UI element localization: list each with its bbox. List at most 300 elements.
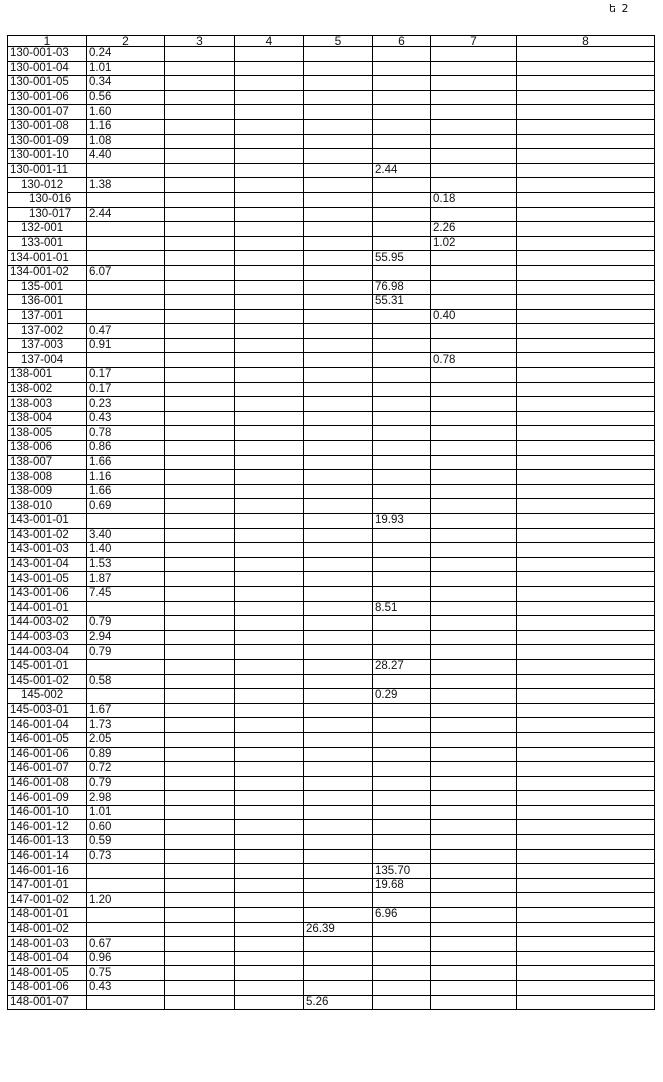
value-cell-col-5	[304, 105, 373, 120]
value-cell-col-5	[304, 426, 373, 441]
item-code-cell: 137-002	[8, 324, 87, 339]
value-cell-col-6	[373, 119, 431, 134]
item-code-cell: 144-003-03	[8, 630, 87, 645]
value-cell-col-8	[517, 149, 655, 164]
value-cell-col-8	[517, 192, 655, 207]
value-cell-col-7	[431, 207, 517, 222]
value-cell-col-7	[431, 689, 517, 704]
value-cell-col-2	[87, 689, 165, 704]
value-cell-col-5	[304, 689, 373, 704]
value-cell-col-4	[235, 178, 304, 193]
value-cell-col-8	[517, 528, 655, 543]
value-cell-col-7	[431, 514, 517, 529]
value-cell-col-8	[517, 791, 655, 806]
item-code-cell: 148-001-02	[8, 922, 87, 937]
value-cell-col-8	[517, 411, 655, 426]
value-cell-col-3	[165, 105, 235, 120]
value-cell-col-6: 2.44	[373, 163, 431, 178]
value-cell-col-7: 0.40	[431, 309, 517, 324]
value-cell-col-6	[373, 645, 431, 660]
value-cell-col-8	[517, 368, 655, 383]
value-cell-col-5	[304, 236, 373, 251]
value-cell-col-3	[165, 616, 235, 631]
value-cell-col-8	[517, 951, 655, 966]
value-cell-col-5	[304, 441, 373, 456]
table-row	[8, 557, 655, 572]
value-cell-col-5	[304, 178, 373, 193]
value-cell-col-5	[304, 747, 373, 762]
table-row	[8, 455, 655, 470]
table-row	[8, 163, 655, 178]
value-cell-col-5	[304, 674, 373, 689]
item-code-cell: 143-001-05	[8, 572, 87, 587]
value-cell-col-4	[235, 207, 304, 222]
value-cell-col-7	[431, 178, 517, 193]
value-cell-col-7	[431, 411, 517, 426]
item-code-cell: 144-003-02	[8, 616, 87, 631]
value-cell-col-5	[304, 586, 373, 601]
value-cell-col-6	[373, 192, 431, 207]
register-table	[7, 35, 655, 1010]
table-row	[8, 105, 655, 120]
value-cell-col-7	[431, 76, 517, 91]
value-cell-col-6: 0.29	[373, 689, 431, 704]
table-row	[8, 265, 655, 280]
table-row	[8, 207, 655, 222]
value-cell-col-8	[517, 119, 655, 134]
value-cell-col-7	[431, 645, 517, 660]
value-cell-col-4	[235, 514, 304, 529]
value-cell-col-8	[517, 601, 655, 616]
table-row	[8, 820, 655, 835]
value-cell-col-6	[373, 105, 431, 120]
value-cell-col-2: 0.73	[87, 849, 165, 864]
value-cell-col-8	[517, 178, 655, 193]
value-cell-col-8	[517, 776, 655, 791]
value-cell-col-8	[517, 134, 655, 149]
table-row	[8, 134, 655, 149]
value-cell-col-4	[235, 572, 304, 587]
value-cell-col-8	[517, 309, 655, 324]
value-cell-col-4	[235, 76, 304, 91]
value-cell-col-5	[304, 937, 373, 952]
value-cell-col-6	[373, 484, 431, 499]
value-cell-col-7	[431, 776, 517, 791]
value-cell-col-5	[304, 572, 373, 587]
value-cell-col-6	[373, 382, 431, 397]
value-cell-col-6	[373, 674, 431, 689]
value-cell-col-6	[373, 222, 431, 237]
value-cell-col-4	[235, 674, 304, 689]
value-cell-col-6: 19.68	[373, 878, 431, 893]
table-row	[8, 499, 655, 514]
value-cell-col-7	[431, 616, 517, 631]
value-cell-col-7	[431, 732, 517, 747]
value-cell-col-7: 0.18	[431, 192, 517, 207]
value-cell-col-4	[235, 309, 304, 324]
value-cell-col-2	[87, 995, 165, 1010]
item-code-cell: 130-001-07	[8, 105, 87, 120]
value-cell-col-4	[235, 659, 304, 674]
value-cell-col-8	[517, 908, 655, 923]
value-cell-col-8	[517, 835, 655, 850]
value-cell-col-5	[304, 149, 373, 164]
value-cell-col-5	[304, 455, 373, 470]
value-cell-col-3	[165, 528, 235, 543]
table-row	[8, 324, 655, 339]
value-cell-col-5	[304, 732, 373, 747]
value-cell-col-5	[304, 849, 373, 864]
table-row	[8, 119, 655, 134]
value-cell-col-6: 28.27	[373, 659, 431, 674]
value-cell-col-4	[235, 630, 304, 645]
value-cell-col-8	[517, 338, 655, 353]
value-cell-col-7	[431, 47, 517, 62]
value-cell-col-6	[373, 951, 431, 966]
value-cell-col-5	[304, 951, 373, 966]
value-cell-col-2: 0.43	[87, 411, 165, 426]
value-cell-col-4	[235, 353, 304, 368]
item-code-cell: 138-009	[8, 484, 87, 499]
table-row	[8, 382, 655, 397]
value-cell-col-2: 0.69	[87, 499, 165, 514]
value-cell-col-8	[517, 718, 655, 733]
value-cell-col-2: 1.01	[87, 805, 165, 820]
value-cell-col-7	[431, 908, 517, 923]
value-cell-col-8	[517, 295, 655, 310]
item-code-cell: 146-001-10	[8, 805, 87, 820]
item-code-cell: 143-001-06	[8, 586, 87, 601]
item-code-cell: 145-002	[8, 689, 87, 704]
value-cell-col-6	[373, 805, 431, 820]
table-row	[8, 630, 655, 645]
value-cell-col-4	[235, 762, 304, 777]
item-code-cell: 138-008	[8, 470, 87, 485]
value-cell-col-7: 1.02	[431, 236, 517, 251]
value-cell-col-3	[165, 499, 235, 514]
value-cell-col-5	[304, 718, 373, 733]
table-row	[8, 718, 655, 733]
value-cell-col-5	[304, 864, 373, 879]
value-cell-col-3	[165, 543, 235, 558]
value-cell-col-6	[373, 207, 431, 222]
value-cell-col-7	[431, 499, 517, 514]
value-cell-col-4	[235, 981, 304, 996]
table-row	[8, 937, 655, 952]
value-cell-col-6	[373, 178, 431, 193]
value-cell-col-7	[431, 835, 517, 850]
value-cell-col-2: 0.78	[87, 426, 165, 441]
value-cell-col-8	[517, 689, 655, 704]
value-cell-col-8	[517, 864, 655, 879]
value-cell-col-3	[165, 280, 235, 295]
value-cell-col-8	[517, 586, 655, 601]
value-cell-col-3	[165, 353, 235, 368]
value-cell-col-6	[373, 922, 431, 937]
value-cell-col-2: 0.79	[87, 645, 165, 660]
value-cell-col-5	[304, 820, 373, 835]
value-cell-col-5	[304, 411, 373, 426]
table-row	[8, 878, 655, 893]
value-cell-col-6	[373, 149, 431, 164]
table-row	[8, 835, 655, 850]
item-code-cell: 138-007	[8, 455, 87, 470]
value-cell-col-6	[373, 732, 431, 747]
value-cell-col-2: 0.79	[87, 616, 165, 631]
table-row	[8, 732, 655, 747]
table-row	[8, 951, 655, 966]
value-cell-col-4	[235, 338, 304, 353]
value-cell-col-3	[165, 718, 235, 733]
value-cell-col-8	[517, 966, 655, 981]
table-row	[8, 47, 655, 62]
value-cell-col-6	[373, 776, 431, 791]
value-cell-col-4	[235, 878, 304, 893]
value-cell-col-8	[517, 280, 655, 295]
value-cell-col-3	[165, 484, 235, 499]
value-cell-col-7	[431, 893, 517, 908]
value-cell-col-7	[431, 630, 517, 645]
value-cell-col-8	[517, 163, 655, 178]
value-cell-col-6	[373, 411, 431, 426]
value-cell-col-7	[431, 718, 517, 733]
value-cell-col-4	[235, 382, 304, 397]
value-cell-col-4	[235, 747, 304, 762]
value-cell-col-5	[304, 762, 373, 777]
value-cell-col-5	[304, 791, 373, 806]
item-code-cell: 138-003	[8, 397, 87, 412]
item-code-cell: 146-001-06	[8, 747, 87, 762]
column-header-4: 4	[235, 36, 304, 47]
table-row	[8, 572, 655, 587]
value-cell-col-4	[235, 441, 304, 456]
table-row	[8, 849, 655, 864]
value-cell-col-2: 0.24	[87, 47, 165, 62]
value-cell-col-5	[304, 484, 373, 499]
value-cell-col-6	[373, 703, 431, 718]
value-cell-col-6	[373, 61, 431, 76]
value-cell-col-8	[517, 893, 655, 908]
value-cell-col-4	[235, 820, 304, 835]
value-cell-col-6: 8.51	[373, 601, 431, 616]
value-cell-col-3	[165, 163, 235, 178]
value-cell-col-8	[517, 455, 655, 470]
table-row	[8, 981, 655, 996]
item-code-cell: 143-001-03	[8, 543, 87, 558]
value-cell-col-2: 1.73	[87, 718, 165, 733]
value-cell-col-7	[431, 368, 517, 383]
value-cell-col-3	[165, 995, 235, 1010]
item-code-cell: 137-004	[8, 353, 87, 368]
value-cell-col-4	[235, 805, 304, 820]
value-cell-col-7	[431, 295, 517, 310]
value-cell-col-5	[304, 893, 373, 908]
item-code-cell: 130-012	[8, 178, 87, 193]
item-code-cell: 144-001-01	[8, 601, 87, 616]
value-cell-col-6	[373, 586, 431, 601]
table-row	[8, 805, 655, 820]
value-cell-col-3	[165, 207, 235, 222]
table-row	[8, 703, 655, 718]
value-cell-col-4	[235, 426, 304, 441]
value-cell-col-5	[304, 805, 373, 820]
value-cell-col-4	[235, 616, 304, 631]
value-cell-col-8	[517, 441, 655, 456]
value-cell-col-4	[235, 470, 304, 485]
value-cell-col-5	[304, 324, 373, 339]
item-code-cell: 138-001	[8, 368, 87, 383]
value-cell-col-7	[431, 966, 517, 981]
table-body	[8, 47, 655, 1010]
value-cell-col-4	[235, 937, 304, 952]
item-code-cell: 148-001-03	[8, 937, 87, 952]
value-cell-col-6	[373, 76, 431, 91]
value-cell-col-2: 2.98	[87, 791, 165, 806]
value-cell-col-7	[431, 586, 517, 601]
item-code-cell: 137-001	[8, 309, 87, 324]
value-cell-col-7	[431, 484, 517, 499]
value-cell-col-3	[165, 893, 235, 908]
table-row	[8, 601, 655, 616]
value-cell-col-4	[235, 90, 304, 105]
value-cell-col-2	[87, 864, 165, 879]
value-cell-col-2: 4.40	[87, 149, 165, 164]
item-code-cell: 130-001-11	[8, 163, 87, 178]
value-cell-col-7	[431, 849, 517, 864]
value-cell-col-8	[517, 397, 655, 412]
value-cell-col-5	[304, 76, 373, 91]
value-cell-col-3	[165, 878, 235, 893]
item-code-cell: 146-001-14	[8, 849, 87, 864]
value-cell-col-3	[165, 441, 235, 456]
value-cell-col-3	[165, 76, 235, 91]
value-cell-col-2: 7.45	[87, 586, 165, 601]
item-code-cell: 148-001-07	[8, 995, 87, 1010]
value-cell-col-4	[235, 368, 304, 383]
value-cell-col-4	[235, 324, 304, 339]
value-cell-col-7	[431, 805, 517, 820]
value-cell-col-2	[87, 908, 165, 923]
value-cell-col-4	[235, 105, 304, 120]
value-cell-col-3	[165, 805, 235, 820]
value-cell-col-3	[165, 937, 235, 952]
value-cell-col-3	[165, 178, 235, 193]
value-cell-col-3	[165, 747, 235, 762]
value-cell-col-7: 0.78	[431, 353, 517, 368]
value-cell-col-3	[165, 762, 235, 777]
value-cell-col-2: 0.79	[87, 776, 165, 791]
value-cell-col-4	[235, 265, 304, 280]
table-row	[8, 251, 655, 266]
item-code-cell: 134-001-01	[8, 251, 87, 266]
value-cell-col-5	[304, 382, 373, 397]
value-cell-col-6	[373, 338, 431, 353]
value-cell-col-3	[165, 922, 235, 937]
value-cell-col-2	[87, 601, 165, 616]
value-cell-col-3	[165, 134, 235, 149]
value-cell-col-8	[517, 484, 655, 499]
value-cell-col-6: 55.95	[373, 251, 431, 266]
value-cell-col-3	[165, 689, 235, 704]
value-cell-col-2: 0.89	[87, 747, 165, 762]
value-cell-col-2: 2.94	[87, 630, 165, 645]
value-cell-col-7	[431, 265, 517, 280]
value-cell-col-7	[431, 61, 517, 76]
table-row	[8, 368, 655, 383]
value-cell-col-4	[235, 295, 304, 310]
value-cell-col-8	[517, 251, 655, 266]
value-cell-col-7	[431, 703, 517, 718]
value-cell-col-5	[304, 659, 373, 674]
item-code-cell: 146-001-13	[8, 835, 87, 850]
value-cell-col-5	[304, 528, 373, 543]
item-code-cell: 130-017	[8, 207, 87, 222]
value-cell-col-4	[235, 119, 304, 134]
column-header-5: 5	[304, 36, 373, 47]
value-cell-col-8	[517, 922, 655, 937]
item-code-cell: 138-010	[8, 499, 87, 514]
value-cell-col-6	[373, 966, 431, 981]
item-code-cell: 146-001-08	[8, 776, 87, 791]
value-cell-col-2: 0.58	[87, 674, 165, 689]
table-row	[8, 353, 655, 368]
value-cell-col-7	[431, 659, 517, 674]
item-code-cell: 146-001-05	[8, 732, 87, 747]
value-cell-col-6	[373, 368, 431, 383]
value-cell-col-2: 1.60	[87, 105, 165, 120]
value-cell-col-2	[87, 659, 165, 674]
value-cell-col-8	[517, 878, 655, 893]
value-cell-col-2: 1.66	[87, 455, 165, 470]
value-cell-col-5	[304, 601, 373, 616]
value-cell-col-4	[235, 543, 304, 558]
value-cell-col-5	[304, 630, 373, 645]
table-row	[8, 908, 655, 923]
value-cell-col-3	[165, 703, 235, 718]
value-cell-col-8	[517, 995, 655, 1010]
value-cell-col-3	[165, 382, 235, 397]
value-cell-col-6	[373, 747, 431, 762]
value-cell-col-6	[373, 981, 431, 996]
value-cell-col-7	[431, 791, 517, 806]
value-cell-col-3	[165, 265, 235, 280]
value-cell-col-5	[304, 207, 373, 222]
value-cell-col-7	[431, 105, 517, 120]
value-cell-col-8	[517, 324, 655, 339]
value-cell-col-7	[431, 119, 517, 134]
value-cell-col-6	[373, 455, 431, 470]
table-row	[8, 280, 655, 295]
value-cell-col-2: 0.86	[87, 441, 165, 456]
value-cell-col-2	[87, 236, 165, 251]
value-cell-col-2: 0.96	[87, 951, 165, 966]
table-row	[8, 791, 655, 806]
value-cell-col-8	[517, 805, 655, 820]
value-cell-col-6	[373, 937, 431, 952]
value-cell-col-8	[517, 543, 655, 558]
value-cell-col-4	[235, 645, 304, 660]
value-cell-col-5	[304, 908, 373, 923]
value-cell-col-6: 6.96	[373, 908, 431, 923]
value-cell-col-3	[165, 981, 235, 996]
value-cell-col-5	[304, 776, 373, 791]
value-cell-col-6	[373, 470, 431, 485]
value-cell-col-5	[304, 119, 373, 134]
value-cell-col-7	[431, 922, 517, 937]
value-cell-col-5	[304, 499, 373, 514]
value-cell-col-6	[373, 630, 431, 645]
value-cell-col-3	[165, 338, 235, 353]
